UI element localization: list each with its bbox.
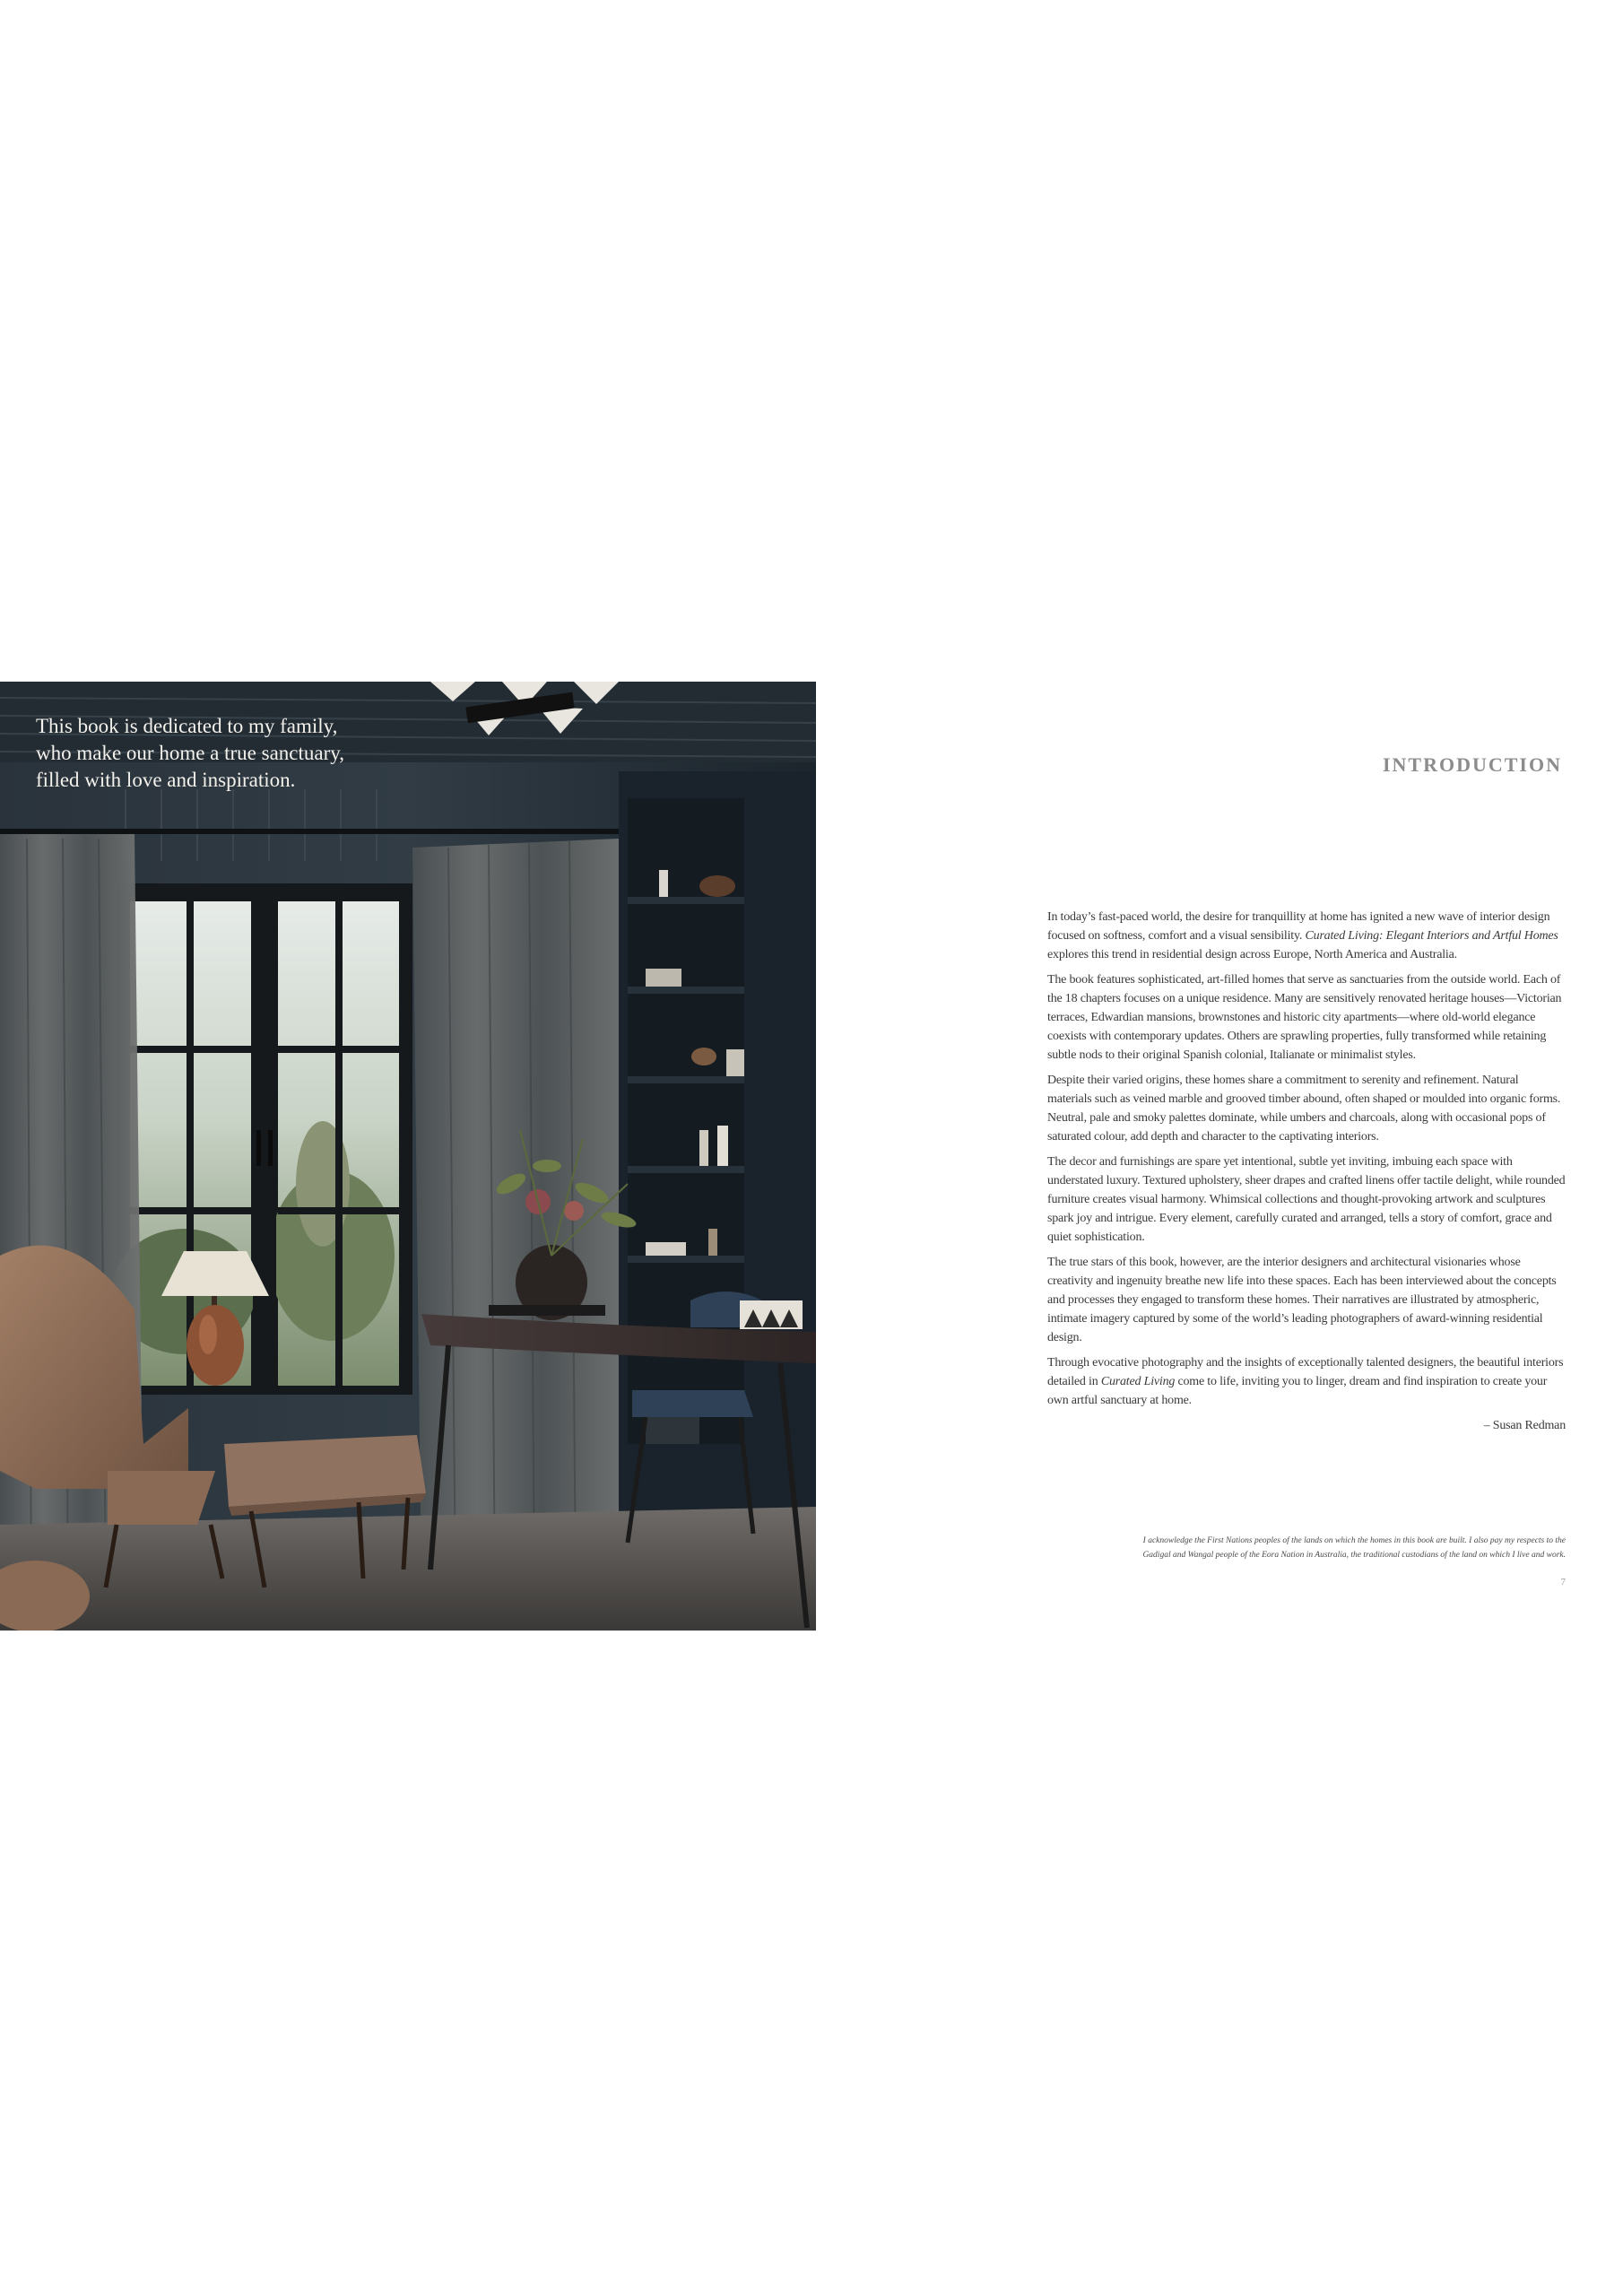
dedication-line: who make our home a true sanctuary, [36,742,345,764]
dedication-line: This book is dedicated to my family, [36,715,338,737]
intro-text: In today’s fast-paced world, the desire for tranquillity at home has ignited a new wave of interior design focused on softness, comfort and a visual sensibility. [1047,910,1550,943]
author-signature: – Susan Redman [1483,1419,1566,1432]
intro-paragraph [1047,908,1566,964]
acknowledgement-line: Gadigal and Wangal people of the Eora Nation in Australia, the traditional custodians of the land on which I live and work. [1142,1551,1566,1560]
dedication-text [36,713,412,794]
acknowledgement-line: I acknowledge the First Nations peoples of the lands on which the homes in this book are built. I also pay my respects to the [1142,1536,1566,1545]
intro-text: come to life, inviting you to linger, dream and find inspiration to create your own artful sanctuary at home. [1047,1375,1548,1407]
interior-photo [0,682,816,1631]
intro-text: Through evocative photography and the insights of exceptionally talented designers, the beautiful interiors detailed in [1047,1356,1564,1388]
dedication-line: filled with love and inspiration. [36,769,296,791]
acknowledgement-of-country [1031,1534,1566,1562]
interior-photo-illustration [0,682,816,1631]
intro-paragraph: The true stars of this book, however, are the interior designers and architectural visionaries whose creativity and ingenuity breathe new life into these spaces. Each has been interviewed about the concepts and processes they engaged to transform these homes. Their narratives are illustrated by atmospheric, intimate imagery captured by some of the world’s leading photographers of award-winning residential design. [1047,1256,1557,1344]
intro-text: explores this trend in residential design across Europe, North America and Australia. [1047,948,1457,961]
intro-paragraph: Despite their varied origins, these homes share a commitment to serenity and refinement. Natural materials such as veined marble and grooved timber abound, often shaped or moulded into organic forms. Neutral, pale and smoky palettes dominate, while umbers and charcoals, along with occasional pops of saturated colour, add depth and character to the captivating interiors. [1047,1074,1561,1144]
intro-paragraph [1047,1353,1566,1410]
introduction-body [1047,908,1566,1441]
book-title-italic: Curated Living: Elegant Interiors and Artful Homes [1305,929,1558,943]
page-number: 7 [1560,1577,1566,1587]
intro-paragraph: The decor and furnishings are spare yet intentional, subtle yet inviting, imbuing each space with understated luxury. Textured upholstery, sheer drapes and crafted linens offer tactile delight, while rounded furniture creates visual harmony. Whimsical collections and thought-provoking artwork and sculptures spark joy and intrigue. Every element, carefully curated and arranged, tells a story of comfort, grace and quiet sophistication. [1047,1155,1566,1244]
page-title: INTRODUCTION [1382,753,1562,776]
intro-paragraph: The book features sophisticated, art-filled homes that serve as sanctuaries from the outside world. Each of the 18 chapters focuses on a unique residence. Many are sensitively renovated heritage houses—Victorian terraces, Edwardian mansions, brownstones and historic city apartments—where old-world elegance coexists with contemporary updates. Others are sprawling properties, fully transformed while retaining subtle nods to their original Spanish colonial, Italianate or minimalist styles. [1047,973,1562,1062]
book-title-italic: Curated Living [1100,1375,1176,1388]
